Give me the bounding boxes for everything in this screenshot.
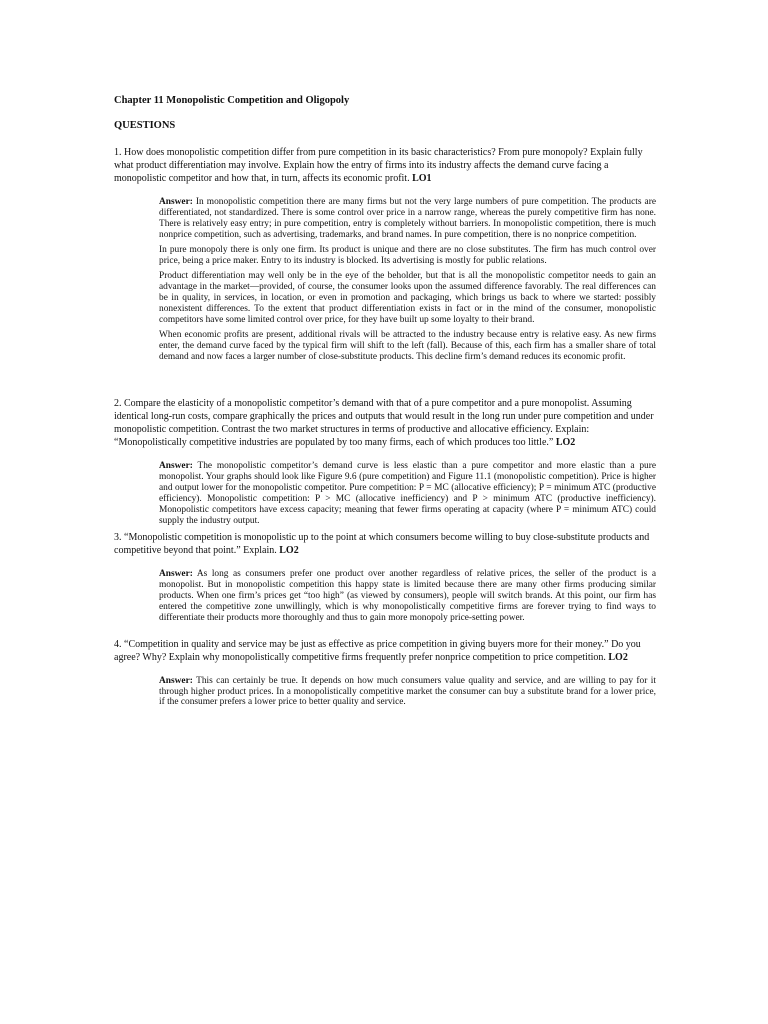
answer-3 xyxy=(159,569,656,624)
answer-4 xyxy=(159,676,656,709)
question-1 xyxy=(114,146,656,185)
answer-text: The monopolistic competitor’s demand curve is less elastic than a pure competitor and more elastic than a pure monopolist. Your graphs should look like Figure 9.6 (pure competition) and Figure 11.1 (monopolistic competition). Price is higher and output lower for the monopolistic competitor. Pure competition: P = MC (allocative efficiency); P = minimum ATC (productive efficiency). Monopolistic competition: P > MC (allocative inefficiency) and P > minimum ATC (productive inefficiency). Monopolistic competitors have excess capacity; meaning that fewer firms operating at capacity (where P = minimum ATC) could supply the industry output. xyxy=(159,461,656,526)
chapter-title: Chapter 11 Monopolistic Competition and Oligopoly xyxy=(114,95,350,106)
question-4-lo: LO2 xyxy=(608,651,628,663)
question-3-lo: LO2 xyxy=(279,545,299,557)
question-2-text: 2. Compare the elasticity of a monopolistic competitor’s demand with that of a pure competitor and a pure monopolist. Assuming identical long-run costs, compare graphically the prices and outputs that would result in the long run under pure competition and under monopolistic competition. Contrast the two market structures in terms of productive and allocative efficiency. Explain: “Monopolistically competitive industries are populated by too many firms, each of which produces too little.” xyxy=(114,398,654,449)
question-4 xyxy=(114,638,656,664)
question-2 xyxy=(114,397,656,449)
question-1-lo: LO1 xyxy=(412,173,432,184)
answer-text: In monopolistic competition there are many firms but not the very large numbers of pure competition. The products are differentiated, not standardized. There is some control over price in a narrow range, whereas the purely competitive firm has none. There is relatively easy entry; in pure competition, entry is completely without barriers. In monopolistic competition, there is much nonprice competition, such as advertising, trademarks, and brand names. In pure competition, there is no nonprice competition. xyxy=(159,197,656,240)
answer-label: Answer: xyxy=(159,675,193,686)
answer-text: As long as consumers prefer one product over another regardless of relative prices, the seller of the product is a monopolist. But in monopolistic competition this happy state is limited because there are many other firms producing similar products. When one firm’s prices get “too high” (as viewed by consumers), people will switch brands. At this point, our firm has entered the competitive zone unwillingly, which is why monopolistically competitive firms are forever trying to find ways to differentiate their products more thoroughly and thus to gain more monopoly price-setting power. xyxy=(159,569,656,623)
answer-2 xyxy=(159,461,656,526)
answer-2-paragraph-1 xyxy=(159,461,656,526)
question-1-text: 1. How does monopolistic competition differ from pure competition in its basic characteristics? From pure monopoly? Explain fully what product differentiation may involve. Explain how the entry of firms into its industry affects the demand curve facing a monopolistic competitor and how that, in turn, affects its economic profit. xyxy=(114,147,643,184)
question-2-lo: LO2 xyxy=(555,437,576,449)
answer-label: Answer: xyxy=(159,197,193,207)
answer-1-paragraph-1 xyxy=(159,197,656,241)
answer-1 xyxy=(159,197,656,363)
question-4-text: 4. “Competition in quality and service may be just as effective as price competition in giving buyers more for their money.” Do you agree? Why? Explain why monopolistically competitive firms frequently prefer nonprice competition to price competition. xyxy=(114,638,641,663)
answer-1-paragraph-2: In pure monopoly there is only one firm. Its product is unique and there are no close substitutes. The firm has much control over price, being a price maker. Entry to its industry is blocked. Its advertising is mostly for public relations. xyxy=(159,245,656,267)
answer-3-paragraph-1 xyxy=(159,569,656,624)
answer-1-paragraph-4: When economic profits are present, additional rivals will be attracted to the industry because entry is relative easy. As new firms enter, the demand curve faced by the typical firm will shift to the left (fall). Because of this, each firm has a smaller share of total demand and now faces a larger number of close-substitute products. This decline firm’s demand reduces its economic profit. xyxy=(159,330,656,363)
question-3-text: 3. “Monopolistic competition is monopolistic up to the point at which consumers become willing to buy close-substitute products and competitive beyond that point.” Explain. xyxy=(114,532,650,557)
answer-label: Answer: xyxy=(159,569,193,580)
answer-4-paragraph-1 xyxy=(159,676,656,709)
answer-text: This can certainly be true. It depends on how much consumers value quality and service, and are willing to pay for it through higher product prices. In a monopolistically competitive market the consumer can buy a substitute brand for a lower price, if the consumer prefers a lower price to better quality and service. xyxy=(159,675,656,708)
section-heading: QUESTIONS xyxy=(114,120,176,131)
question-3 xyxy=(114,531,656,557)
answer-1-paragraph-3: Product differentiation may well only be in the eye of the beholder, but that is all the monopolistic competitor needs to gain an advantage in the market—provided, of course, the consumer looks upon the assumed difference favorably. The real differences can be in quality, in services, in location, or even in promotion and packaging, which brings us back to where we started: possibly nonexistent differences. To the extent that product differentiation exists in fact or in the mind of the consumer, monopolistic competitors have some limited control over price, for they have built up some loyalty to their brand. xyxy=(159,271,656,326)
answer-label: Answer: xyxy=(159,461,193,472)
